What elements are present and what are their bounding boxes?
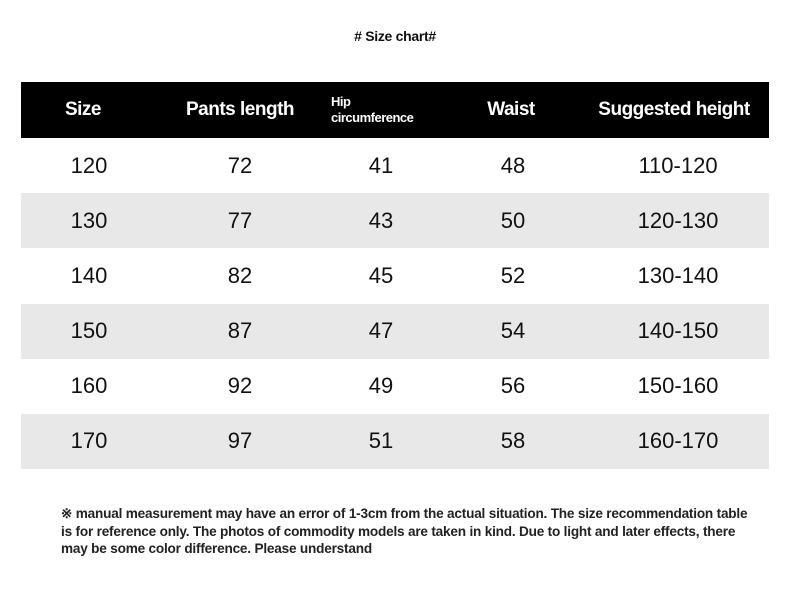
cell-waist: 54 bbox=[500, 318, 526, 344]
cell-suggested-height: 130-140 bbox=[637, 262, 719, 288]
cell-waist: 48 bbox=[500, 152, 526, 178]
cell-size: 140 bbox=[70, 262, 108, 288]
cell-hip: 47 bbox=[368, 318, 394, 344]
cell-hip: 49 bbox=[368, 373, 394, 399]
cell-hip: 45 bbox=[368, 262, 394, 288]
table-row bbox=[21, 138, 769, 193]
header-hip-line1: Hip bbox=[331, 94, 351, 109]
table-header bbox=[21, 82, 769, 138]
cell-suggested-height: 140-150 bbox=[637, 318, 719, 344]
table-row bbox=[21, 248, 769, 303]
cell-hip: 43 bbox=[368, 207, 394, 233]
cell-size: 170 bbox=[70, 428, 108, 454]
cell-size: 130 bbox=[70, 207, 108, 233]
header-pants-length: Pants length bbox=[185, 99, 295, 120]
header-waist: Waist bbox=[487, 99, 535, 120]
cell-suggested-height: 110-120 bbox=[638, 152, 718, 178]
cell-size: 120 bbox=[70, 152, 108, 178]
cell-waist: 52 bbox=[500, 262, 526, 288]
header-suggested-height: Suggested height bbox=[598, 99, 750, 120]
table-row bbox=[21, 193, 769, 248]
measurement-note: ※ manual measurement may have an error of 1-3cm from the actual situation. The size recommendation table is for reference only. The photos of commodity models are taken in kind. Due to light and later effects, there may be some color difference. Please understand bbox=[61, 506, 748, 556]
cell-pants-length: 92 bbox=[227, 373, 253, 399]
size-table bbox=[21, 82, 769, 469]
table-row bbox=[21, 304, 769, 359]
table-row bbox=[21, 359, 769, 414]
cell-waist: 56 bbox=[500, 373, 526, 399]
cell-waist: 58 bbox=[500, 428, 526, 454]
page-title: # Size chart# bbox=[354, 28, 436, 44]
cell-size: 150 bbox=[70, 318, 108, 344]
cell-suggested-height: 120-130 bbox=[637, 207, 719, 233]
cell-suggested-height: 150-160 bbox=[637, 373, 719, 399]
cell-waist: 50 bbox=[500, 207, 526, 233]
cell-pants-length: 82 bbox=[227, 262, 253, 288]
table-row bbox=[21, 414, 769, 469]
cell-suggested-height: 160-170 bbox=[637, 428, 719, 454]
cell-pants-length: 97 bbox=[227, 428, 253, 454]
cell-size: 160 bbox=[70, 373, 108, 399]
cell-pants-length: 72 bbox=[227, 152, 253, 178]
cell-hip: 41 bbox=[368, 152, 394, 178]
cell-hip: 51 bbox=[368, 428, 394, 454]
header-size: Size bbox=[64, 99, 102, 120]
header-hip-line2: circumference bbox=[331, 110, 414, 125]
cell-pants-length: 87 bbox=[227, 318, 253, 344]
cell-pants-length: 77 bbox=[227, 207, 253, 233]
header-hip-circumference bbox=[331, 82, 413, 138]
